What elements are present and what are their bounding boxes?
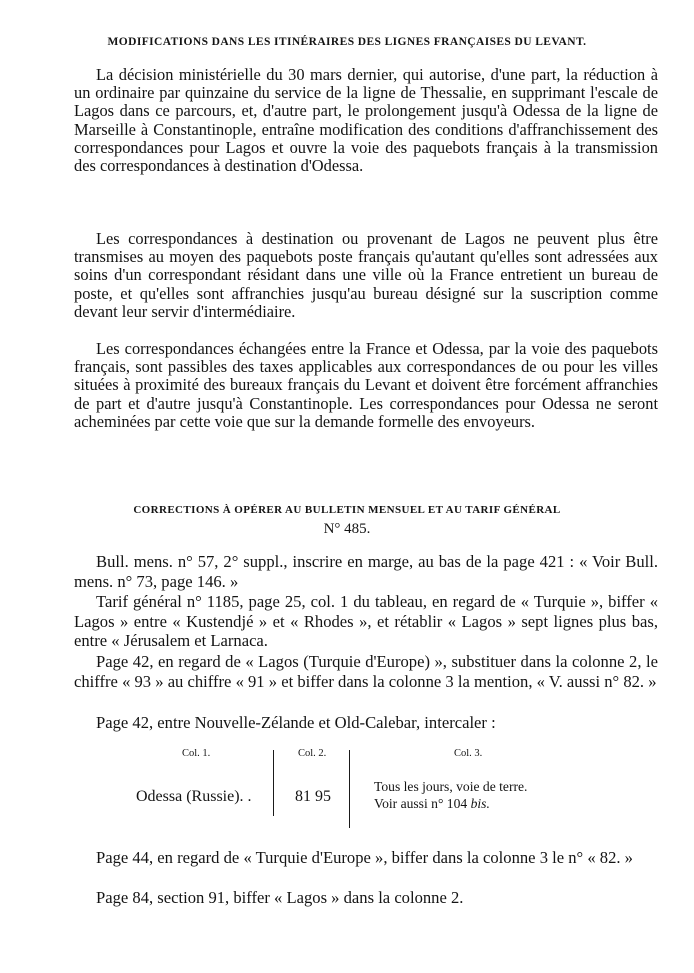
- table-cell-notes-line2-prefix: Voir aussi n° 104: [374, 796, 471, 811]
- correction-bulletin: Bull. mens. n° 57, 2° suppl., inscrire en marge, au bas de la page 421 : « Voir Bull. mens. n° 73, page 146. »: [74, 552, 658, 591]
- correction-page42-lagos: Page 42, en regard de « Lagos (Turquie d'Europe) », substituer dans la colonne 2, le chiffre « 93 » au chiffre « 91 » et biffer dans la colonne 3 la mention, « V. aussi n° 82. »: [74, 652, 658, 691]
- paragraph-lagos: Les correspondances à destination ou provenant de Lagos ne peuvent plus être transmises au moyen des paquebots poste français qu'autant qu'elles sont adressées aux soins d'un correspondant résidant dans une ville où la France entretient un bureau de poste, et qu'elles sont affranchies jusqu'au bureau désigné sur la suscription comme devant leur servir d'intermédiaire.: [74, 229, 658, 321]
- table-cell-notes-line2-suffix: bis.: [470, 796, 490, 811]
- insert-table: [130, 748, 590, 828]
- table-header-col1: Col. 1.: [182, 748, 211, 759]
- paragraph-odessa: Les correspondances échangées entre la France et Odessa, par la voie des paquebots français, sont passibles des taxes applicables aux correspondances de ou pour les villes situées à proximité des bureaux français du Levant et doivent être forcément affranchies de part et d'autre jusqu'à Constantinople. Les correspondances pour Odessa ne seront acheminées par cette voie que sur la demande formelle des envoyeurs.: [74, 339, 658, 431]
- table-cell-notes-line1: Tous les jours, voie de terre.: [374, 779, 528, 794]
- table-divider-2: [349, 750, 350, 828]
- table-header-col3: Col. 3.: [454, 748, 483, 759]
- correction-tarif: Tarif général n° 1185, page 25, col. 1 du tableau, en regard de « Turquie », biffer « Lagos » entre « Kustendjé » et « Rhodes », et rétablir « Lagos » sept lignes plus bas, entre « Jérusalem et Larnaca.: [74, 592, 658, 651]
- table-header-col2: Col. 2.: [298, 748, 327, 759]
- correction-page42-insert: Page 42, entre Nouvelle-Zélande et Old-Calebar, intercaler :: [96, 713, 496, 732]
- section-heading-corrections: CORRECTIONS À OPÉRER AU BULLETIN MENSUEL ET AU TARIF GÉNÉRAL: [133, 504, 561, 516]
- table-cell-notes-line2: [374, 795, 527, 812]
- table-divider-1: [273, 750, 274, 816]
- correction-page84: Page 84, section 91, biffer « Lagos » dans la colonne 2.: [96, 888, 464, 907]
- paragraph-decision: La décision ministérielle du 30 mars dernier, qui autorise, d'une part, la réduction à un ordinaire par quinzaine du service de la ligne de Thessalie, en supprimant l'escale de Lagos dans ce parcours, et, d'autre part, le prolongement jusqu'à Odessa de la ligne de Marseille à Constantinople, entraîne modification des conditions d'affranchissement des correspondances pour Lagos et ouvre la voie des paquebots français à la transmission des correspondances à destination d'Odessa.: [74, 65, 658, 176]
- section-number: N° 485.: [323, 521, 371, 537]
- section-heading-itineraries: MODIFICATIONS DANS LES ITINÉRAIRES DES LIGNES FRANÇAISES DU LEVANT.: [107, 36, 587, 48]
- table-cell-country: Odessa (Russie). .: [136, 788, 252, 805]
- table-cell-codes: 81 95: [295, 788, 331, 805]
- correction-page44: Page 44, en regard de « Turquie d'Europe », biffer dans la colonne 3 le n° « 82. »: [96, 848, 633, 867]
- table-cell-notes: [374, 778, 527, 812]
